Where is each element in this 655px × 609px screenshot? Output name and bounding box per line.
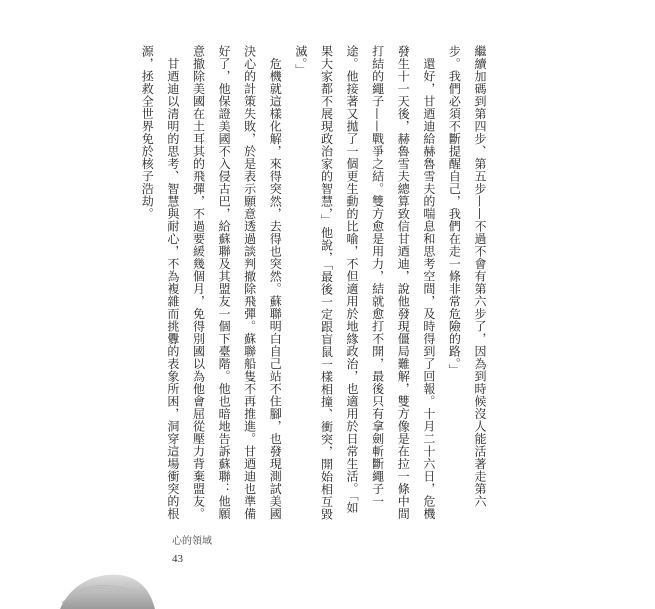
body-text: 繼續加碼到第四步、第五步——不過不會有第六步了，因為到時候沒人能活著走第六步。我們必須不斷提醒自己，我們在走一條非常危險的路。」 還好，甘迺迪給赫魯雪夫的喘息和思考空間，及時得到了回報。十月二十六日，危機發生十一天後，赫魯雪夫總算致信甘迺迪，說他發現僵局難解，雙方像是在拉一條中間打結的繩子——戰爭之結。雙方愈是用力，結就愈打不開，最後只有拿劍斬斷繩子一途。他接著又拋了一個更生動的比喻，不但適用於地緣政治，也適用於日常生活。「如果大家都不展現政治家的智慧，」他說，「最後一定跟盲鼠一樣相撞、衝突，開始相互毀滅。」 危機就這樣化解，來得突然，去得也突然。蘇聯明白自己站不住腳，也發現測試美國決心的計策失敗，於是表示願意透過談判撤除飛彈。蘇聯船隻不再推進。甘迺迪也準備好了，他保證美國不入侵古巴，給蘇聯及其盟友一個下臺階。他也暗地告訴蘇聯：他願意撤除美國在土耳其的飛彈，不過要緩幾個月，免得別國以為他會屈從壓力背棄盟友。 甘迺迪以清明的思考、智慧與耐心，不為複雜而挑釁的表象所困，洞穿這場衝突的根源，拯救全世界免於核子浩劫。 <box>140 45 487 521</box>
running-footer-title: 心的領域 <box>172 536 212 547</box>
page-number: 43 <box>172 553 183 565</box>
